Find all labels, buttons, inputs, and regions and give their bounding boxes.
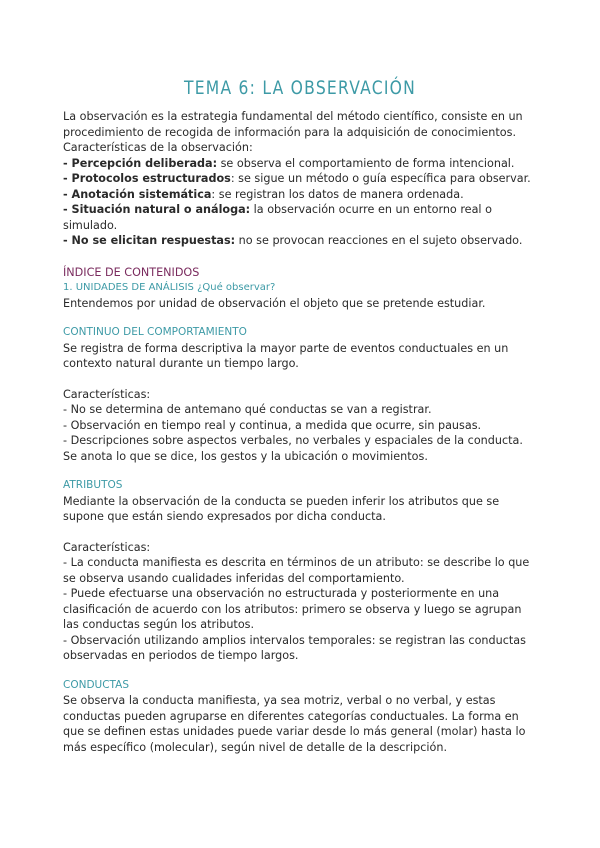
intro-item: - Percepción deliberada: se observa el comportamiento de forma intencional. — [63, 156, 515, 170]
intro-item: - Protocolos estructurados: se sigue un método o guía específica para observar. — [63, 172, 531, 185]
conductas-heading: CONDUCTAS — [63, 678, 129, 691]
continuo-heading: CONTINUO DEL COMPORTAMIENTO — [63, 326, 247, 338]
document-body — [63, 109, 535, 755]
continuo-item: - Observación en tiempo real y continua, a medida que ocurre, sin pausas. — [63, 418, 482, 432]
atributos-item: - La conducta manifiesta es descrita en términos de un atributo: se describe lo que se observa usando cualidades inferidas del comportamiento. — [63, 556, 530, 585]
conductas-paragraph: Se observa la conducta manifiesta, ya sea motriz, verbal o no verbal, y estas conductas pueden agruparse en diferentes categorías conductuales. La forma en que se definen estas unidades puede variar desde lo más general (molar) hasta lo más específico (molecular), según nivel de detalle de la descripción. — [63, 694, 526, 754]
continuo-paragraph: Se registra de forma descriptiva la mayor parte de eventos conductuales en un contexto natural durante un tiempo largo. — [63, 341, 509, 370]
continuo-item: - No se determina de antemano qué conductas se van a registrar. — [63, 403, 432, 416]
atributos-characteristics-label: Características: — [63, 540, 151, 554]
intro-item: - Situación natural o análoga: la observación ocurre en un entorno real o simulado. — [63, 203, 492, 232]
index-subheading: 1. UNIDADES DE ANÁLISIS ¿Qué observar? — [63, 282, 276, 293]
intro-item: - Anotación sistemática: se registran los datos de manera ordenada. — [63, 187, 464, 201]
intro-item: - No se elicitan respuestas: no se provocan reacciones en el sujeto observado. — [63, 234, 523, 247]
index-paragraph: Entendemos por unidad de observación el objeto que se pretende estudiar. — [63, 296, 486, 310]
atributos-item: - Observación utilizando amplios intervalos temporales: se registran las conductas observadas en periodos de tiempo largos. — [63, 633, 526, 662]
page-title: TEMA 6: LA OBSERVACIÓN — [183, 77, 417, 99]
continuo-characteristics-label: Características: — [63, 387, 151, 401]
index-heading: ÍNDICE DE CONTENIDOS — [63, 265, 200, 279]
intro-paragraph: La observación es la estrategia fundamental del método científico, consiste en un procedimiento de recogida de información para la adquisición de conocimientos. Características de la observación: — [63, 110, 523, 154]
atributos-item: - Puede efectuarse una observación no estructurada y posteriormente en una clasificación de acuerdo con los atributos: primero se observa y luego se agrupan las conductas según los atributos. — [63, 587, 522, 631]
atributos-paragraph: Mediante la observación de la conducta se pueden inferir los atributos que se supone que están siendo expresados por dicha conducta. — [63, 494, 500, 523]
continuo-item: - Descripciones sobre aspectos verbales, no verbales y espaciales de la conducta. Se anota lo que se dice, los gestos y la ubicación o movimientos. — [63, 434, 523, 463]
atributos-heading: ATRIBUTOS — [63, 479, 123, 491]
